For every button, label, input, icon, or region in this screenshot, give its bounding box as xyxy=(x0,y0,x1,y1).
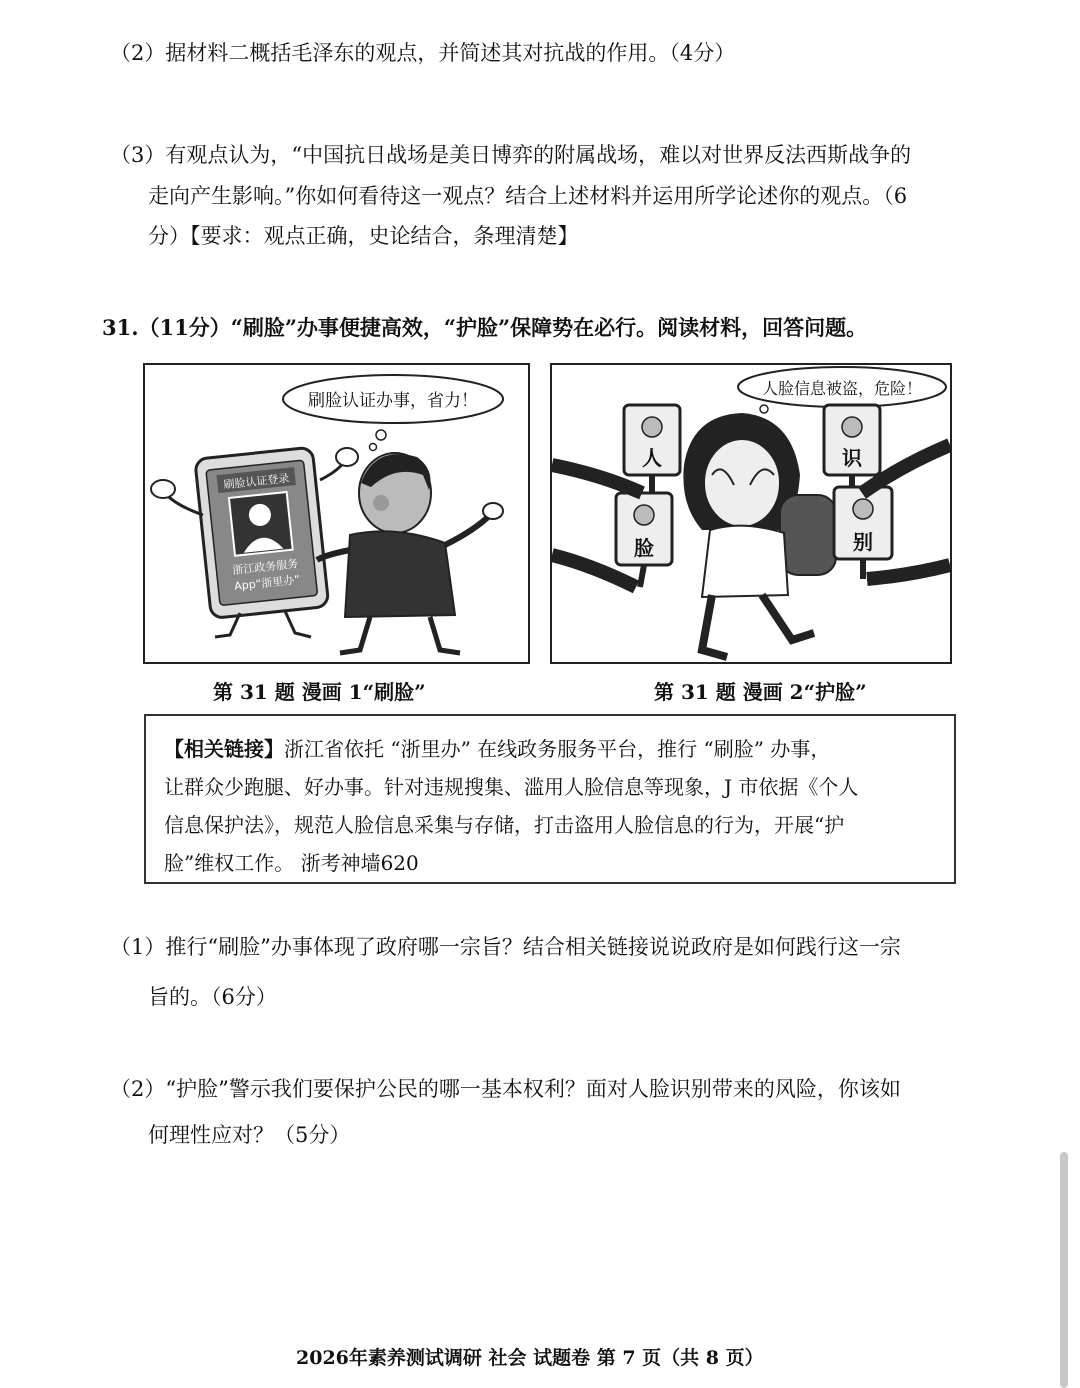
related-link-line4: 脸”维权工作。 浙考神墙620 xyxy=(164,851,419,875)
phone-bottom-label-1: 浙江政务服务 xyxy=(231,557,299,578)
question-31-intro: 31.（11分）“刷脸”办事便捷高效，“护脸”保障势在必行。阅读材料，回答问题。 xyxy=(102,315,868,340)
related-link-line1: 浙江省依托 “浙里办” 在线政务服务平台，推行 “刷脸” 办事， xyxy=(284,737,831,761)
comic-2-illustration xyxy=(552,365,950,662)
scrollbar[interactable] xyxy=(1060,1152,1068,1388)
comic-1-caption: 第 31 题 漫画 1“刷脸” xyxy=(213,680,426,704)
related-link-heading: 【相关链接】 xyxy=(164,737,284,761)
comic-2-bubble-text: 人脸信息被盗，危险！ xyxy=(761,379,923,398)
comic-2-panel xyxy=(550,363,952,664)
question-31-1-line1: （1）推行“刷脸”办事体现了政府哪一宗旨？结合相关链接说说政府是如何践行这一宗 xyxy=(110,935,901,959)
svg-text:人: 人 xyxy=(642,446,662,470)
question-30-2: （2）据材料二概括毛泽东的观点，并简述其对抗战的作用。（4分） xyxy=(110,41,736,65)
comic-1-panel xyxy=(143,363,530,664)
related-link-box xyxy=(144,714,956,884)
sign-lian xyxy=(616,493,672,587)
svg-text:脸: 脸 xyxy=(634,536,654,560)
phone-top-label: 刷脸认证登录 xyxy=(222,471,290,492)
sign-bie xyxy=(834,487,892,579)
question-31-1-line2: 旨的。（6分） xyxy=(148,985,277,1009)
svg-text:识: 识 xyxy=(842,446,862,470)
comic-1-illustration xyxy=(145,365,528,662)
related-link-line3: 信息保护法》，规范人脸信息采集与存储，打击盗用人脸信息的行为，开展“护 xyxy=(164,813,845,837)
question-30-3-line3: 分）【要求：观点正确，史论结合，条理清楚】 xyxy=(148,224,579,248)
svg-text:别: 别 xyxy=(853,530,873,554)
question-30-3-line1: （3）有观点认为，“中国抗日战场是美日博弈的附属战场，难以对世界反法西斯战争的 xyxy=(110,143,912,167)
comic-1-bubble-text: 刷脸认证办事，省力！ xyxy=(308,391,478,411)
comic-2-caption: 第 31 题 漫画 2“护脸” xyxy=(654,680,867,704)
question-30-3-line2: 走向产生影响。”你如何看待这一观点？结合上述材料并运用所学论述你的观点。（6 xyxy=(148,184,908,208)
question-31-2-line1: （2）“护脸”警示我们要保护公民的哪一基本权利？面对人脸识别带来的风险，你该如 xyxy=(110,1077,901,1101)
related-link-line2: 让群众少跑腿、好办事。针对违规搜集、滥用人脸信息等现象，J 市依据《个人 xyxy=(164,775,859,799)
phone-bottom-label-2: App“浙里办” xyxy=(233,573,301,593)
question-31-2-line2: 何理性应对？（5分） xyxy=(148,1123,351,1147)
page-footer: 2026年素养测试调研 社会 试题卷 第 7 页（共 8 页） xyxy=(296,1347,764,1369)
